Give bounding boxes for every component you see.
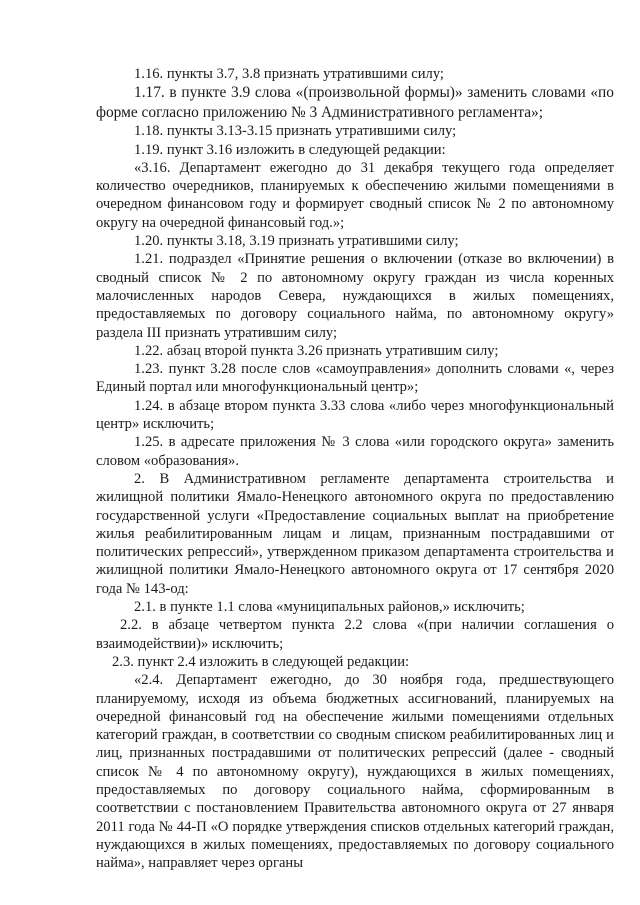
paragraph-1-20: 1.20. пункты 3.18, 3.19 признать утратившими силу;: [134, 233, 459, 250]
document-body: [96, 65, 614, 872]
paragraph-1-16: 1.16. пункты 3.7, 3.8 признать утратившими силу;: [134, 66, 444, 82]
paragraph-quote-3-16: «3.16. Департамент ежегодно до 31 декабря текущего года определяет количество очередников, планируемых к обеспечению жилыми помещениями в очередном финансовом году и формирует сводный список № 2 по автономному округу на очередной финансовый год.»;: [96, 159, 614, 231]
paragraph-2: 2. В Административном регламенте департамента строительства и жилищной политики Ямало-Ненецкого автономного округа по предоставлению государственной услуги «Предоставление социальных выплат на приобретение жилья реабилитированным лицам и лицам, признанным пострадавшими от политических репрессий», утвержденном приказом департамента строительства и жилищной политики Ямало-Ненецкого автономного округа от 17 сентября 2020 года № 143-од:: [96, 470, 614, 597]
paragraph-1-21: 1.21. подраздел «Принятие решения о включении (отказе во включении) в сводный список № 2 по автономному округу граждан из числа коренных малочисленных народов Севера, нуждающихся в жилых помещениях, предоставляемых по договору социального найма, по автономному округу» раздела III признать утратившим силу;: [96, 251, 614, 341]
paragraph-1-23: 1.23. пункт 3.28 после слов «самоуправления» дополнить словами «, через Единый портал или многофункциональный центр»;: [96, 361, 614, 396]
paragraph-1-19: 1.19. пункт 3.16 изложить в следующей редакции:: [134, 141, 446, 158]
paragraph-2-3: 2.3. пункт 2.4 изложить в следующей редакции:: [112, 653, 410, 670]
paragraph-1-18: 1.18. пункты 3.13-3.15 признать утратившими силу;: [134, 123, 457, 140]
paragraph-quote-2-4: «2.4. Департамент ежегодно, до 30 ноября года, предшествующего планируемому, исходя из объема бюджетных ассигнований, планируемых на очередной финансовый год на обеспечение жилыми помещениями отдельных категорий граждан, в соответствии со сводным списком реабилитированных лиц и лиц, признанных пострадавшими от политических репрессий (далее - сводный список № 4 по автономному округу), нуждающихся в жилых помещениях, предоставляемых по договору социального найма, сформированным в соответствии с постановлением Правительства автономного округа от 27 января 2011 года № 44-П «О порядке утверждения списков отдельных категорий граждан, нуждающихся в жилых помещениях, предоставляемых по договору социального найма», направляет через органы: [96, 672, 614, 872]
paragraph-2-2: 2.2. в абзаце четвертом пункта 2.2 слова «(при наличии соглашения о взаимодействии)» исключить;: [96, 617, 614, 652]
paragraph-1-25: 1.25. в адресате приложения № 3 слова «или городского округа» заменить словом «образования».: [96, 434, 614, 469]
paragraph-1-24: 1.24. в абзаце втором пункта 3.33 слова «либо через многофункциональный центр» исключить;: [96, 397, 614, 433]
paragraph-2-1: 2.1. в пункте 1.1 слова «муниципальных районов,» исключить;: [134, 599, 525, 616]
paragraph-1-17: 1.17. в пункте 3.9 слова «(произвольной формы)» заменить словами «по форме согласно приложению № 3 Административного регламента»;: [96, 84, 614, 121]
paragraph-1-22: 1.22. абзац второй пункта 3.26 признать утратившим силу;: [134, 342, 499, 359]
